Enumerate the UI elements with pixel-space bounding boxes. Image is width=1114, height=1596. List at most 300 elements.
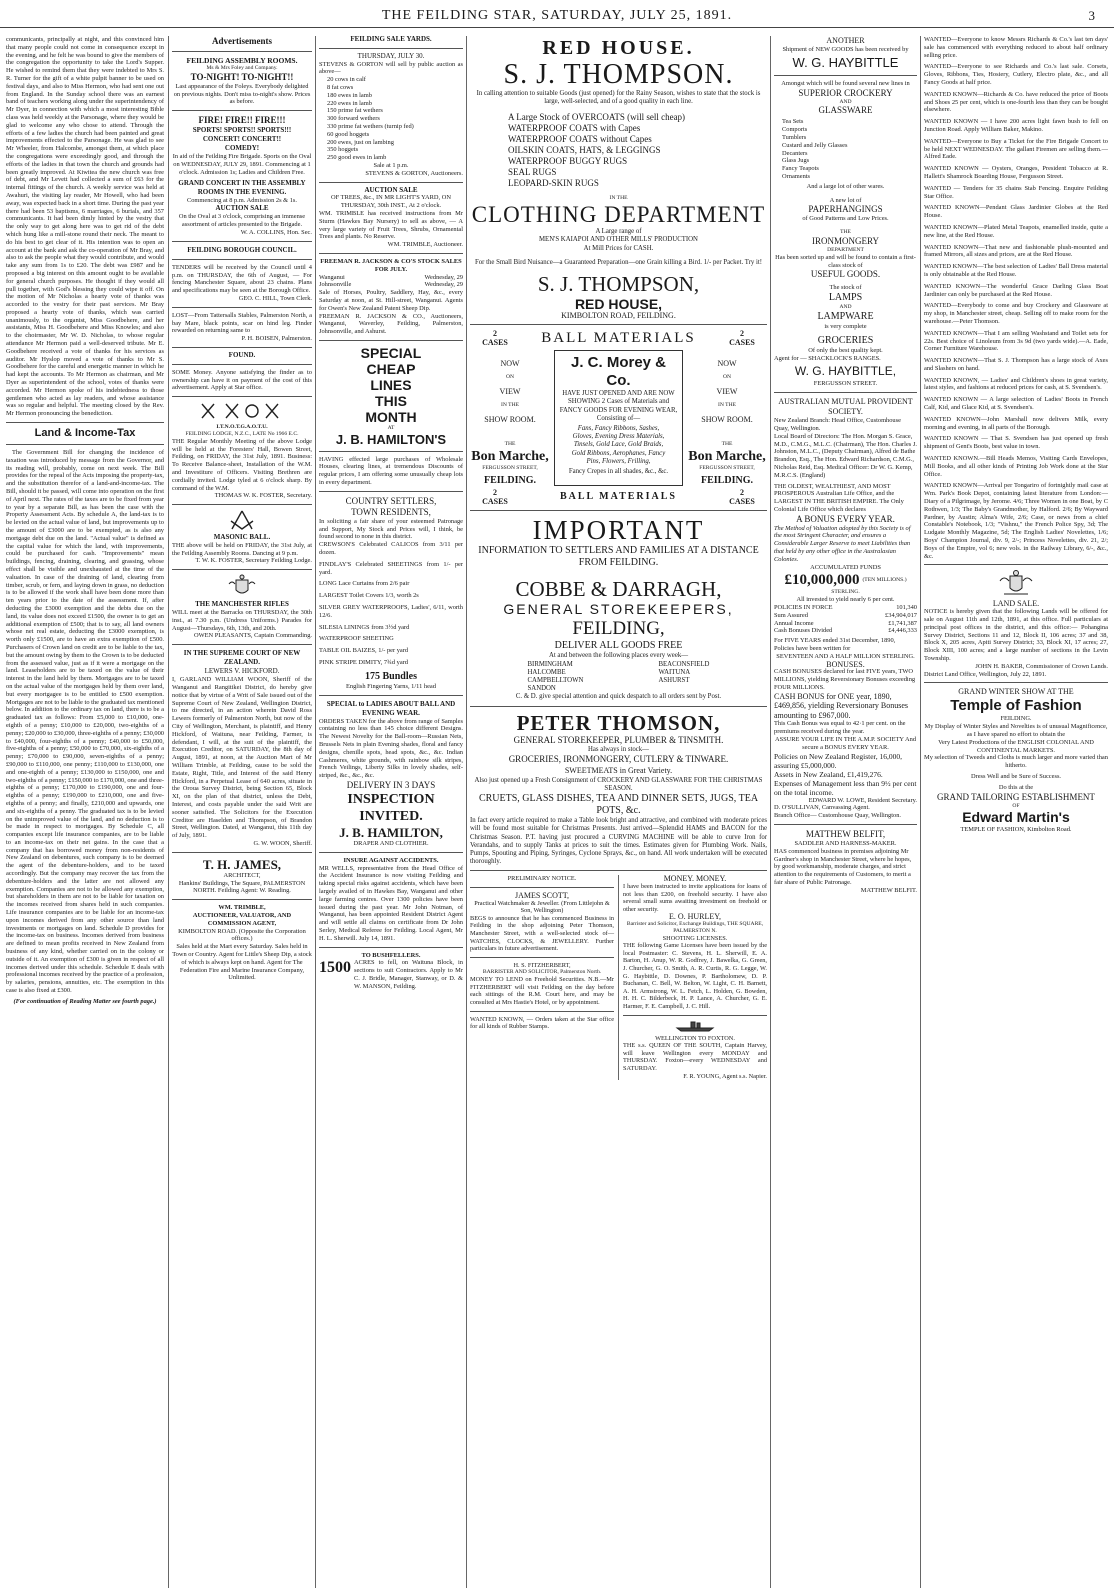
wanted-list (924, 36, 1108, 560)
shipment-text: Shipment of NEW GOODS has been received by (782, 46, 909, 53)
hamilton-item: LONG Lace Curtains from 2/6 pair (319, 580, 410, 588)
haybittle-heading: W. G. HAYBITTLE (792, 54, 899, 70)
complete-text: is very complete (824, 322, 867, 330)
finance-row (774, 604, 917, 612)
lodge-name: FEILDING LODGE, N.Z.C., LATE No 1966 E.C. (185, 430, 299, 437)
deliver-heading: DELIVER ALL GOODS FREE (554, 640, 683, 652)
amp-title: AUSTRALIAN MUTUAL PROVIDENT SOCIETY. (778, 397, 913, 417)
this-heading: THIS (375, 392, 407, 409)
another-label: ANOTHER (826, 36, 865, 45)
hamilton-item: FINDLAY'S Celebrated SHEETINGS from 1/- per yard. (319, 560, 463, 576)
amongst-text: Amongst which will be found several new lines in (781, 79, 910, 87)
column-1 (6, 36, 164, 1588)
peter-fact: In fact every article required to make a Table look bright and attractive, and combined with moderate prices will be found most suitable for Christmas Presents. Just arrived—Splendid HAMS and BACON for the Christmas Season. P.T. having just procured a CURVING MACHINE will be able to curve Iron for Verandahs, and to supply Tanks at prices to suit the times. Estimates given for Plumbing Work. Nails, Pumps, Spouting and Piping, Syringes, Cyclone Sprays, &c., on hand. All work undertaken will be executed thoroughly. (470, 817, 767, 866)
money-body: I have been instructed to invite applications for loans of not less than £200, on freehold security. I have also several small sums awaiting investment on freehold or other security. (623, 883, 767, 913)
paper-heading: PAPERHANGINGS (808, 204, 883, 215)
wanted-ad: WANTED KNOWN, — Ladies' and Children's shoes in great variety, latest styles, and fashions at reduced prices for cash, at S. Svendsen's. (924, 376, 1108, 392)
glass-items (774, 116, 917, 182)
accum-label: ACCUMULATED FUNDS (810, 563, 881, 571)
temple-heading: Temple of Fashion (950, 697, 1082, 715)
divider (924, 682, 1108, 683)
sg-intro: STEVENS & GORTON will sell by public auction as above— (319, 60, 463, 76)
bushfellers-title: TO BUSHFELLERS. (361, 951, 421, 959)
col4-left-sub (470, 875, 614, 1080)
page-number: 3 (1088, 8, 1096, 23)
feilding2-heading: FEILDING, (572, 618, 665, 640)
divider (470, 887, 614, 888)
comedy-heading: COMEDY! (224, 144, 260, 153)
agent-text: Agent for — SHACKLOCK'S RANGES. (774, 354, 881, 362)
cases-number-right: 2 (740, 329, 744, 339)
stock-item: 300 forward wethers (327, 115, 380, 123)
fire-heading: FIRE! FIRE!! FIRE!!! (198, 115, 286, 126)
ferg-text: FERGUSSON STREET. (813, 380, 878, 388)
amp-branch: New Zealand Branch: Head Office, Customhouse Quay, Wellington. (774, 417, 901, 432)
feilding-right: FEILDING. (701, 475, 753, 487)
divider (172, 504, 312, 505)
haybittle2-heading: W. G. HAYBITTLE, (794, 364, 897, 379)
peter-heading: PETER THOMSON, (516, 710, 721, 735)
masthead-title: THE FEILDING STAR, SATURDAY, JULY 25, 1891. (381, 8, 733, 23)
new-lot: A new lot of (829, 196, 862, 204)
divider (172, 644, 312, 645)
freeman-row-cell: Johnsonville (319, 281, 352, 289)
morey-end: Fancy Crepes in all shades, &c., &c. (568, 468, 669, 476)
trees-title: AUCTION SALE (364, 185, 418, 194)
freeman-table (319, 274, 463, 290)
borough-body: TENDERS will be received by the Council until 4 p.m. on THURSDAY, the 6th of August, — For fencing Manchester Square, about 23 chains. Plans and specifications may be seen at the Borough Office. (172, 263, 312, 295)
cases-label-br: CASES (729, 497, 755, 507)
divider (6, 444, 164, 445)
important-heading: IMPORTANT (532, 515, 705, 546)
fitz-name: H. S. FITZHERBERT, (513, 961, 571, 969)
divider (470, 324, 767, 325)
cases-number-left: 2 (493, 329, 497, 339)
place-item: CAMPBELLTOWN (527, 677, 584, 685)
dept-label: DEPARTMENT (827, 246, 864, 253)
lodge-emblem-icon (197, 401, 287, 421)
important-sub: INFORMATION TO SETTLERS AND FAMILIES AT A DISTANCE FROM FEILDING. (478, 545, 759, 569)
finance-row-cell: Sum Assured (774, 611, 808, 619)
finance-row-cell: Cash Bonuses Divided (774, 627, 833, 635)
finance-row-cell: £34,904,017 (885, 611, 917, 619)
insure-body: MR WELLS, representative from the Head Office of the Accident Insurance is now visiting Feilding and taking special risks against accidents, which have been largely availed of in Hawkes Bay, Wanganui and other large farming centres. Over 1300 policies have been issued during the past year. Mr John Notman, of Wanganui, has been appointed Resident District Agent and will settle all claims on certificate from Dr John Serley, Medical Referee for Feilding. Local Agent, Mr H. L. Sherwill. July 14, 1891. (319, 864, 463, 942)
cases-label-left: CASES (482, 338, 508, 348)
lot-text: And a large lot of other wares. (806, 182, 885, 190)
finance-table (774, 604, 917, 635)
lowe-sig: EDWARD W. LOWE, Resident Secretary. (808, 796, 917, 804)
martin-heading: Edward Martin's (962, 809, 1070, 826)
lamps-heading: LAMPS (828, 292, 863, 304)
divider (470, 510, 767, 511)
rain-stock-item: WATERPROOF BUGGY RUGS (508, 156, 628, 167)
glass-item: Decanters (782, 149, 808, 157)
place-item: SANDON (527, 685, 556, 693)
stock-of: The stock of (829, 284, 862, 292)
ball-materials-block (470, 350, 767, 486)
at-label: AT (387, 424, 395, 431)
freeman-row-cell: Wednesday, 29 (424, 281, 463, 289)
ten-note: (TEN MILLIONS.) (862, 577, 907, 584)
belfit-body: HAS commenced business in premises adjoining Mr Gardner's shop in Manchester Street, where he hopes, by good workmanship, moderate charges, and strict attention to the requirements of Customers, to merit a fair share of Public Patronage. (774, 847, 912, 886)
general-heading: GENERAL STOREKEEPERS, (503, 601, 734, 618)
wanted-ad: WANTED KNOWN—That S. J. Thompson has a large stock of Axes and Slashers on hand. (924, 357, 1108, 372)
red-house-heading: RED HOUSE. (542, 37, 695, 59)
glass-item: Ornaments (782, 172, 811, 180)
column-rule (466, 36, 467, 1588)
policies-nz: Policies on New Zealand Register, 16,000, assuring £5,000,000. (774, 751, 903, 770)
side-show-left: SHOW ROOM. (484, 414, 536, 424)
wanted-ad: WANTED KNOWN—Arrival per Tongariro of fortnightly mail case at Wm. Park's Book Depot, containing latest literature from London:—Diary of a Pilgrimage, by Jerome. 4/6; Three Women in one Boat, by C Rothwen, 1/3; The Baby's Grandmother, by Halford. 2/6; By Wayward Pardner, by Austin; Alma's Wife, 2/6; Case, or news from a chief Constable's Notebook, 1/3; "Vishnu," the French Police Spy, 3d; The Ludgate Monthly Magazine, 5d; The English Ladies' Novelettes, 1/6; Boys' Champion Journal, div. 9, 2/-; Princess Novelettes, div. 21, 2/; Boys of the Empire, vol 6; new vols. in the Railway Library, 6/-, &c., &c. (924, 482, 1108, 560)
fresh-consignment: Also just opened up a Fresh Consignment of CROCKERY AND GLASSWARE FOR THE CHRISTMAS SEASON. (474, 776, 763, 793)
divider (470, 957, 614, 958)
column-2 (172, 36, 312, 1588)
freeman-title: FREEMAN R. JACKSON & CO'S STOCK SALES FOR JULY. (320, 257, 462, 273)
glass-item: Comports (782, 126, 808, 134)
foxton-body: THE s.s. QUEEN OF THE SOUTH, Captain Harvey, will leave Wellington every MONDAY and THURSDAY. Foxton—every WEDNESDAY and SATURDAY. (623, 1042, 767, 1072)
hamilton-item: LARGEST Toilet Covers 1/3, worth 2s (319, 592, 419, 600)
kimbolton: KIMBOLTON ROAD, FEILDING. (561, 311, 676, 321)
steamship-icon (675, 1020, 715, 1032)
divider (319, 491, 463, 492)
land-sale-title: LAND SALE. (992, 599, 1040, 609)
architect-name: T. H. JAMES, (202, 856, 282, 872)
places-right (658, 661, 709, 694)
divider (774, 75, 917, 76)
bon-marche-right: Bon Marche, (688, 448, 766, 464)
freeman-row (319, 274, 463, 282)
prelim-title: PRELIMINARY NOTICE. (507, 875, 577, 883)
side-the-left: THE (504, 440, 516, 447)
finance-row-cell: Annual Income (774, 619, 814, 627)
sweetmeats: SWEETMEATS in Great Variety. (564, 765, 673, 775)
of-label: OF (1012, 802, 1020, 809)
hamilton-item: CREWSON'S Celebrated CALICOS from 3/11 per dozen. (319, 541, 463, 557)
wanted-ad: WANTED—Everyone to see Richards and Co.'s last sale. Corsets, Gloves, Ribbons, Ties, Hosiery, Cutlery, Electro plate, &c., and all Fancy Goods at half price. (924, 63, 1108, 86)
freeman-body: Sale of Horses, Poultry, Saddlery, Hay, &c., every Saturday at noon, at St. Hill-street, Wanganui. Agents for Owen's New Zealand Patent Sheep Dip. (319, 289, 463, 312)
found-body: SOME Money. Anyone satisfying the finder as to ownership can have it on payment of the cost of this advertisement. Apply at Star office. (172, 368, 312, 392)
trees-sig: WM. TRIMBLE, Auctioneer. (387, 241, 463, 249)
wanted-ad: WANTED KNOWN—The best selection of Ladies' Ball Dress material is only obtainable at the Red House. (924, 263, 1108, 278)
divider (319, 182, 463, 183)
freeman-row-cell: Wednesday, 29 (424, 273, 463, 281)
hurley-role: Barrister and Solicitor, Exchange Buildings, THE SQUARE, PALMERSTON N. (626, 921, 764, 934)
five-years: For FIVE YEARS ended 31st December, 1890, Policies have been written for (774, 637, 896, 653)
divider (470, 706, 767, 707)
column-6 (924, 36, 1108, 1588)
column-3 (319, 36, 463, 1588)
divider (172, 899, 312, 900)
divider (319, 253, 463, 254)
special-heading: SPECIAL (360, 344, 422, 361)
stock-item: 250 good ewes in lamb (327, 154, 387, 162)
ball-materials-bottom: BALL MATERIALS (559, 491, 677, 503)
wanted-ad: WANTED KNOWN — Oysters, Oranges, President Tobacco at R. Hallett's Shamrock Boarding House, Fergusson Street. (924, 165, 1108, 180)
stock-item: 60 good hoggets (327, 130, 370, 138)
stock-item: 20 cows in calf (327, 76, 366, 84)
divider (172, 307, 312, 308)
wanted-ad: WANTED KNOWN—That new and fashionable plush-mounted and framed Mirrors, all sizes and prices, are at the Red House. (924, 243, 1108, 259)
divider (470, 1011, 614, 1012)
court-sig: G. W. WOON, Sheriff. (253, 840, 312, 847)
auction-sale: AUCTION SALE (215, 204, 269, 213)
rain-stock-item: WATERPROOF COATS without Capes (508, 134, 652, 145)
place-item: HALCOMBE (527, 668, 566, 676)
rain-stock-item: A Large Stock of OVERCOATS (will sell cheap) (508, 112, 686, 123)
stock-item: 180 ewes in lamb (327, 91, 372, 99)
divider (924, 564, 1108, 565)
royal-crest-icon (227, 574, 257, 598)
cd-note: C. & D. give special attention and quick despatch to all orders sent by Post. (515, 693, 722, 701)
superior-heading: SUPERIOR CROCKERY (798, 87, 893, 98)
divider (172, 364, 312, 365)
column-rule (168, 36, 169, 1588)
wanted-ad: WANTED KNOWN—Richards & Co. have reduced the price of Boots and Shoes 25 per cent, which is one-fourth less than they can be bought elsewhere. (924, 90, 1108, 114)
belfit-sig: MATTHEW BELFIT. (860, 886, 917, 894)
hamilton-item: TABLE OIL BAIZES, 1/- per yard (319, 647, 409, 655)
divider (319, 340, 463, 341)
court-body: I, GARLAND WILLIAM WOON, Sheriff of the Wanganui and Rangitikei District, do hereby give notice that by virtue of a Writ of Sale issued out of the Supreme Court of New Zealand, Wellington District, to me directed, in an action wherein David Ross Lewers formerly of Palmerston North, but now of the City of Wellington, Merchant, is plaintiff, and Henry Hickford, of Waituna, near Feilding, Farmer, is defendant, I will, at the suit of the plaintiff, the Execution Creditor, on SATURDAY, the 8th day of August, 1891, at noon, at the Auction Mart of Mr William Trimble, at Feilding, cause to be sold the Estate, Right, Title, and Interest of the said Henry Hickford, in a Perpetual Lease of 640 acres, situate in the Oroua Survey District, being Section 65, Block XI, on the plan of that district, unless the Debt, Interest, and costs payable under the said Writ are sooner satisfied. The Solicitors for the Execution Creditor are Haselden and Thompson, of Brandon Street, Wellington. Dated, at Wanganui, this 11th day of July, 1891. (172, 676, 312, 840)
seventeen: SEVENTEEN AND A HALF MILLION STERLING. (776, 652, 915, 660)
divider (172, 347, 312, 348)
finance-row-cell: £1,741,387 (888, 619, 917, 627)
cash-note: This Cash Bonus was equal to 42·1 per cent. on the premiums received during the year. (774, 720, 906, 736)
bonus-heading: A BONUS EVERY YEAR. (796, 513, 895, 524)
trimble-name: WM. TRIMBLE, (218, 904, 266, 912)
ladies-heading: SPECIAL to LADIES ABOUT BALL AND EVENING WEAR. (326, 699, 456, 717)
trees-sub: OF TREES, &c., IN MR LIGHT'S YARD, ON THURSDAY, 30th INST., At 2 o'clock. (331, 194, 451, 210)
dress-text: Dress Well and be Sure of Success. (970, 772, 1062, 780)
hamilton-item: WATERPROOF SHEETING (319, 635, 394, 643)
side-on-left: ON (505, 374, 515, 381)
place-item: BEACONSFIELD (658, 660, 710, 668)
glass-item: Custard and Jelly Glasses (782, 141, 848, 149)
fire-body: In aid of the Feilding Fire Brigade. Sports on the Oval on WEDNESDAY, JULY 29, 1891. Commencing at 1 o'clock. Admission 1s; Ladies and Children Free. (172, 153, 312, 176)
ferg-left: FERGUSSON STREET, (482, 464, 538, 471)
side-in-left: IN THE (500, 402, 520, 409)
masonic-title: MASONIC BALL. (213, 533, 271, 542)
architect-addr: Hankins' Buildings, The Square, PALMERSTON NORTH. Feilding Agent: W. Reading. (178, 879, 306, 895)
glass-item: Tumblers (782, 133, 807, 141)
trees-body: WM. TRIMBLE has received instructions from Mr Sturm (Hawkes Bay Nursery) to sell as above, — A very large variety of Fruit Trees, Shrubs, Ornamental Trees and plants. No Reserve. (319, 209, 463, 241)
hamilton-item: PINK STRIPE DIMITY, 7¾d yard (319, 659, 408, 667)
thompson-heading: S. J. THOMPSON. (503, 59, 734, 90)
peter-goods: GROCERIES, IRONMONGERY, CUTLERY & TINWARE. (508, 753, 729, 764)
and-label-2: AND (839, 304, 852, 311)
winter-show: GRAND WINTER SHOW AT THE (958, 687, 1074, 697)
and-label: AND (839, 98, 852, 105)
column-rule (770, 36, 771, 1588)
freeman-row-cell: Wanganui (319, 273, 345, 281)
lost-sig: P. H. BOISEN, Palmerston. (241, 335, 312, 343)
orders-body: ORDERS TAKEN for the above from range of Samples containing no less than 145 choice different Designs. The Newest Novelty for the Ball-room—Russian Nets, Brussels Nets in plain Evening shades, floral and fancy designs, chenille spots, head spots, &c., &c. Indian Cashmeres, white grounds, with rainbow silk stripes, French Veilings, Liberty Silks in lovely shades, self-striped, &c., &c., &c. (319, 717, 463, 780)
groceries-heading: GROCERIES (817, 334, 874, 346)
ads-header: Advertisements (212, 36, 272, 46)
branch-office: Branch Office— Customhouse Quay, Wellington. (774, 812, 901, 820)
acres-body: ACRES to fell, on Waituna Block, in sections to suit Contractors. Apply to Mr C. J. Bridle, Manager, Stanway, or D. & W. MANSON, Feilding. (354, 959, 463, 990)
divider (470, 870, 767, 871)
do-this: Do this at the (998, 783, 1034, 791)
side-now-right: NOW (717, 359, 737, 369)
amp-board: Local Board of Directors: The Hon. Morgan S. Grace, M.D., C.M.G., M.L.C. (Chairman), The Hon. Charles J. Johnston, M.L.C., (Deputy Chairman), Alfred de Bathe Brandon, Esq., The Hon. Edward Richardson, C.M.G., Nicholas Reid, Esq. Medical Officer: Dr W. G. Kemp, M.R.C.S. (England) (774, 432, 917, 479)
wanted-ad: WANTED KNOWN — A large selection of Ladies' Boots in French Calf, Kid, and Glace Kid, at S. Svendsen's. (924, 396, 1108, 412)
peter-stock: Has always in stock— (588, 745, 649, 753)
month-heading: MONTH (365, 408, 417, 425)
wanted-ad: WANTED KNOWN.—Bill Heads Memos, Visiting Cards Envelopes, Mill Books, and all other kinds of Printing Job Work done at the Star Office. (924, 455, 1108, 478)
borough-sig: GEO. C. HILL, Town Clerk. (238, 294, 312, 302)
country-heading: COUNTRY SETTLERS, (345, 495, 437, 506)
court-case: LEWERS V. HICKFORD. (204, 667, 280, 676)
martin-sub: TEMPLE OF FASHION, Kimbolton Road. (960, 826, 1072, 834)
finance-row (774, 627, 917, 635)
fitz-role: BARRISTER AND SOLICITOR, Palmerston North. (482, 969, 602, 976)
divider (774, 392, 917, 393)
divider (172, 110, 312, 111)
scott-role: Practical Watchmaker & Jeweller. (From Littlejohn & Son, Wellington) (474, 899, 610, 915)
cases-label-bl: CASES (482, 497, 508, 507)
red-house2: RED HOUSE, (574, 296, 663, 313)
divider (172, 51, 312, 52)
wanted-stamps: WANTED KNOWN, — Orders taken at the Star office for all kinds of Rubber Stamps. (470, 1015, 614, 1031)
tweeds-text: My selection of Tweeds and Cloths is much larger and more varied than hitherto. (924, 754, 1108, 770)
divider (319, 947, 463, 948)
ball-title: FEILDING ASSEMBLY ROOMS. (186, 56, 298, 65)
invested-text: All invested to yield nearly 6 per cent. (796, 596, 895, 604)
divider (6, 422, 164, 423)
stock-item: 200 ewes, just on lambing (327, 138, 394, 146)
architect-role: ARCHITECT, (223, 871, 261, 879)
concert-heading: CONCERT! CONCERT!! (202, 135, 282, 144)
tax-continued: (For continuation of Reading Matter see fourth page.) (13, 997, 157, 1005)
rifles-sig: OWEN PLEASANTS, Captain Commanding. (193, 632, 312, 640)
tax-body: The Government Bill for changing the incidence of taxation was introduced by message from the Governor, and its reading will, probably, come on next week. The Bill provides for the repeal of the Acts imposing the property-tax, and the substitution therefor of a land-and-income-tax. The Bill, should it be passed, will come into operation on the first of April next. The rates of the taxes are to be fixed from year to year by a separate Bill, as has been the case with the Property Assessment Acts. By schedule A, the land-tax is to be levied on the actual value of land, but improvements up to the amount of £3000 are to be exempted, as is also any mortgage debt due on the land. "Actual value" is defined as the capital value for which the land, with improvements, could be purchased for cash. "Improvements" mean buildings, fencing, draining, clearing, and grassing, whose effect shall be visible and unexhausted at the time of the valuation. In case of the draining of land, clearing from timber, scrub, or fern, and laying down in grass, no deduction is to be allowed if the work shall have been done more than ten years prior to the date of the assessment. If, after deducting the £3000 exemption and the debts due on the land, its value does not exceed £1500, the owner is to get an additional exemption of £500; that is to say, all land owners whose net real estate, deducting the £3000 exemption, is worth only £1500, are to have an extra exemption of £500. Purchasers of Crown land on credit are to be liable to the tax, but the amount owing by them to the Crown is to be deducted from the assessed value, just as if it were a mortgage on the land. Leaseholders are to be taxed on the value of their interest in the land held by them. Mortgages are to be taxed on the actual value of the mortgages held by them over land, but every mortgagee is to be entitled to £500 exemption. Mortgages are not to be liable to the graduated tax mentioned below. In addition to the ordinary tax on land, there is to be a graduated tax as follows: From £5,000 to £10,000, one-eighth of a penny; £10,000 to £20,000, two-eighths of a penny; £20,000 to £30,000, three-eighths of a penny; £30,000 to £40,000, four-eighths of a penny; £40,000 to £50,000, five-eighths of a penny; £50,000 to £70,000, six-eighths of a penny; £70,000 to £90,000, seven-eighths of a penny; £90,000 to £110,000, one penny; £110,000 to £130,000, one and one-eighth of a penny; £130,000 to £150,000, one and two-eighths of a penny; £150,000 to £170,000, one and three-eighths of a penny; £170,000 to £190,000, one and four-eighths of a penny; £190,000 to £210,000, one and five-eighths of a penny; and finally, £210,000 and upwards, one and six-eighths of a penny. The graduated tax is to be levied on the unimproved value of the land, and no deduction is to be made in respect to mortgages. By Schedule C, all companies except life insurance companies, are to be liable to an income-tax on their net gains. In the case that a company that has borrowed money from non-residents of New Zealand on debentures, such company is to be deemed the agent of the debenture-holders, and to be taxed accordingly. But the company may recover the tax from the debenture-holders and the latter are not allowed any exemption. Companies are not to be allowed any exemption, but shareholders in them are not to be liable for taxation on the incomes received from shares held in such companies. Life insurance companies are to be liable for an income-tax upon incomes derived from any other source than land investments or mortgages on land. Schedule D provides for the income-tax on business. Incomes derived from business are defined to mean profits received in New Zealand from business of any kind, whether carried on in the colony or outside of it. An exemption of £300 is given in respect of all incomes derived under this schedule. Schedule E deals with professional incomes received by the practice of a profession, by salaries, pensions, annuities, etc. The exemption in this case is also fixed at £300. (6, 449, 164, 995)
osullivan-sig: D. O'SULLIVAN, Canvassing Agent. (774, 804, 870, 812)
tax-title: Land & Income-Tax (34, 427, 136, 440)
finance-row-cell: 101,340 (896, 604, 917, 612)
masonic-body: THE above will be held on FRIDAY, the 31st July, at the Feilding Assembly Rooms. Dancing at 9 p.m. (172, 541, 312, 557)
town-body: In soliciting a fair share of your esteemed Patronage and Support, My Stock and Prices will, I think, be found second to none in this district. (319, 517, 463, 541)
freeman-row (319, 281, 463, 289)
divider (774, 824, 917, 825)
col4-right-sub (623, 875, 767, 1080)
the-label: THE (840, 229, 851, 236)
wanted-ad: WANTED KNOWN—The wonderful Grace Darling Glass Boat Jardinier can only be purchased at the Red House. (924, 282, 1108, 298)
glassware-heading: GLASSWARE (818, 105, 873, 116)
foxton-title: WELLINGTON TO FOXTON. (655, 1034, 735, 1042)
fitz-body: MONEY TO LEND on Freehold Securities. N.B.—Mr FITZHERBERT will visit Feilding on the day before each sittings of the R.M. Court here, and may be consulted at Mrs Hastie's Hotel, or by appointment. (470, 976, 614, 1006)
money-heading: MONEY. MONEY. (663, 874, 727, 884)
ball-materials-top: BALL MATERIALS (541, 330, 696, 347)
cash-bonus: CASH BONUS for ONE year, 1890, £469,856, yielding Reversionary Bonuses amounting to £967,000. (774, 691, 908, 720)
column-5 (774, 36, 917, 1588)
bonus-body: CASH BONUSES declared for last FIVE years, TWO MILLIONS, yielding Reversionary Bonuses exceeding FOUR MILLIONS. (774, 668, 916, 692)
wanted-ad: WANTED KNOWN—That I am selling Washstand and Toilet sets for 22s. Best choice of Linoleum from 3s 9d (two yards wide).—A. Eade, Corner Furniture Warehouse. (924, 329, 1108, 353)
auction-sig: W. A. COLLINS, Hon. Sec. (240, 228, 312, 236)
stock-item: 150 prime fat wethers (327, 107, 383, 115)
latest-text: Very Latest Productions of the ENGLISH COLONIAL AND CONTINENTAL MARKETS. (938, 738, 1094, 754)
side-in-right: IN THE (717, 402, 737, 409)
town-heading: TOWN RESIDENTS, (351, 506, 431, 517)
display-text: My Display of Winter Styles and Novelties is of unusual Magnificence, as I have spared no effort to obtain the (924, 723, 1108, 738)
expenses: Expenses of Management less than 9½ per cent on the total income. (774, 778, 917, 797)
hamilton-item: SILVER GREY WATERPROOFS, Ladies', 6/11, worth 12/6. (319, 604, 463, 619)
tonight-body: Last appearance of the Foleys. Everybody delighted on previous nights. Don't miss to-night's show. Prices as before. (173, 82, 311, 106)
side-on-right: ON (722, 374, 732, 381)
in-the-label: IN THE (609, 195, 628, 202)
sg-time: Sale at 1 p.m. (373, 161, 409, 169)
divider (319, 48, 463, 49)
cheap-heading: CHEAP (366, 360, 416, 377)
quality-text: Of only the best quality kept. (808, 346, 883, 354)
cruets: CRUETS, GLASS DISHES, TEA AND DINNER SETS, JUGS, TEA POTS, &c. (478, 793, 759, 817)
masonic-sig: T. W. K. FOSTER, Secretary Feilding Lodge. (195, 557, 312, 565)
side-now-left: NOW (500, 359, 520, 369)
amp-oldest: THE OLDEST, WEALTHIEST, AND MOST PROSPEROUS Australian Life Office, and the LARGEST IN THE BRITISH EMPIRE. The Only Colonial Life Office which declares (774, 482, 904, 513)
stock-list (319, 76, 463, 162)
useful-heading: USEFUL GOODS. (810, 269, 881, 280)
places-left (528, 661, 584, 694)
deliver-sub: At and between the following places every week— (548, 652, 689, 660)
thompson2-heading: S. J. THOMPSON, (537, 272, 700, 297)
place-item: WAITUNA (658, 668, 691, 676)
church-report: communicants, principally at night, and this convinced him that many people could not come in consequence except in the evening, and he felt he was bound to give the members of the congregation the opportunity to take the Lord's Supper. He wished to remind them that they were indebted to Mrs S. R. Turner for the gift of a white pulpit banner to be used on festival days, and also to Miss Hermon, who had sent one out from England. In the Sunday school there was an earnest band of teachers working along under the superintendency of Mr Dyer, in connection with which a most interesting Bible class was held weekly at the Parsonage, where they would be glad to welcome any who chose to attend. Through the efforts of a few ladies the church had been painted and great improvements effected to the Parsonage. He was glad to see Mr Wheeler, from Halcombe, amongst them, at which place the congregations were exceedingly good, and through the efforts of the ladies in that town the church and grounds had been greatly improved. At Kiwitea the new church was free of debt, and Mr Levett had collected a sum of £63 for the internal fittings of the church. A weekly service was held at Awahuri, the visiting lay reader, Mr Howell, who had been away, was expected back in a short time. During the past year there had been 53 baptisms, 6 marriages, 6 burials, and 357 communicants. It had been dimly hinted by the vestry that the only way to get along here was to get rid of the debt which hung like a mill-stone round their neck. The meant to do his best to get clear of it. His intention was to open an account at the bank and ask the co-operation of Mr Bray, and also to ask the people what they would contribute, and would take any sum from 1s to £20. The debt was £987 and he proposed a big interest on this amount ought to be available for general church purposes. He thought if they would all pull together, with God's blessing they could wipe it off. On the motion of Mr Nicholas a hearty vote of thanks was accorded to the vestry for their past services. Mr Bray proposed a hearty vote of thanks, which was carried unanimously, to the organist, Miss Goodbehere, and her assistants, Miss H. Goodbehere and Miss Knowles; and also to the choirmaster, Mr W. D. Nicholas, to whose regular attendance Mr Hermon paid a well-deserved tribute. Mr E. Goodbehere received a vote of thanks for his services as auditor. Mr Hyslop moved a vote of thanks to Mr S. Goodbehere for the careful and energetic manner in which he had kept the accounts. To Mr Hermon as chairman, and Mr Dyer as superintendent of the school, votes of thanks were accorded. Mr Hermon spoke of his indebtedness to those gentlemen who acted as lay readers, and whose assistance was so regular and helpful. The meeting closed by the Rev. Mr Hermon pronouncing the benediction. (6, 36, 164, 418)
iron-body: Has been sorted up and will be found to contain a first-class stock of (775, 253, 916, 269)
lost-notice: LOST—From Tattersalls Stables, Palmerston North, a bay Mare, black points, scar on hind leg. Finder rewarded on returning same to (172, 311, 312, 335)
belfit-heading: MATTHEW BELFIT, (805, 828, 886, 839)
bon-marche-left: Bon Marche, (471, 448, 549, 464)
finance-row (774, 612, 917, 620)
tonight: TO-NIGHT! TO-NIGHT!! (190, 71, 294, 82)
stock-item: 220 ewes in lamb (327, 99, 372, 107)
trimble-addr: KIMBOLTON ROAD. (Opposite the Corporation offices.) (178, 927, 306, 943)
royal-crest-icon (996, 569, 1036, 597)
wanted-ad: WANTED KNOWN — I have 200 acres light fawn bush to fell on Junction Road. Apply William Baker, Makino. (924, 118, 1108, 133)
column-4 (470, 36, 767, 1588)
delivery-heading: DELIVERY IN 3 DAYS (346, 780, 436, 790)
side-view-left: VIEW (499, 387, 521, 397)
sports-heading: SPORTS! SPORTS!! SPORTS!!! (192, 126, 292, 135)
place-item: BIRMINGHAM (527, 660, 573, 668)
cases-number-br: 2 (739, 488, 744, 498)
rain-stock-item: SEAL RUGS (508, 167, 557, 178)
baker-sig: JOHN H. BAKER, Commissioner of Crown Lands. (975, 662, 1108, 670)
hurley-name: E. O. HURLEY, (668, 912, 722, 922)
kaiapoi: MEN'S KAIAPOI AND OTHER MILLS' PRODUCTION (539, 236, 698, 244)
sterling-label: STERLING. (831, 589, 860, 596)
baker-addr: District Land Office, Wellington, July 22, 1891. (924, 670, 1047, 678)
ball-sub: Ms & Mrs Foley and Company. (206, 65, 278, 71)
side-view-right: VIEW (716, 387, 738, 397)
assure-text: ASSURE YOUR LIFE IN THE A.M.P. SOCIETY And secure a BONUS EVERY YEAR. (774, 735, 917, 751)
divider (172, 241, 312, 242)
cases-number-bl: 2 (493, 488, 497, 498)
divider (172, 259, 312, 260)
clothing-sub: A Large range of (595, 228, 642, 236)
scott-body: BEGS to announce that he has commenced Business in Feilding in the shop adjoining Peter Thomson, Manchester Street, with a well-selected stock of— WATCHES, CLOCKS, & JEWELLERY. Further particulars in future advertisement. (470, 914, 614, 953)
divider (172, 852, 312, 853)
hamilton-heading: J. B. HAMILTON'S (335, 431, 447, 447)
glass-item: Fancy Teapots (782, 165, 819, 173)
lampware-heading: LAMPWARE (817, 310, 874, 322)
rain-stock-list (470, 106, 767, 189)
trimble-role: AUCTIONEER, VALUATOR, AND COMMISSION AGENT, (192, 911, 292, 927)
bonuses-heading: BONUSES. (826, 659, 865, 669)
inspection-heading: INSPECTION INVITED. (347, 792, 435, 824)
insure-title: INSURE AGAINST ACCIDENTS. (343, 856, 439, 864)
temple-location: FEILDING. (1000, 715, 1032, 723)
jbh-name: J. B. HAMILTON, (339, 825, 443, 840)
cobbe-heading: COBBE & DARRAGH, (515, 577, 722, 602)
